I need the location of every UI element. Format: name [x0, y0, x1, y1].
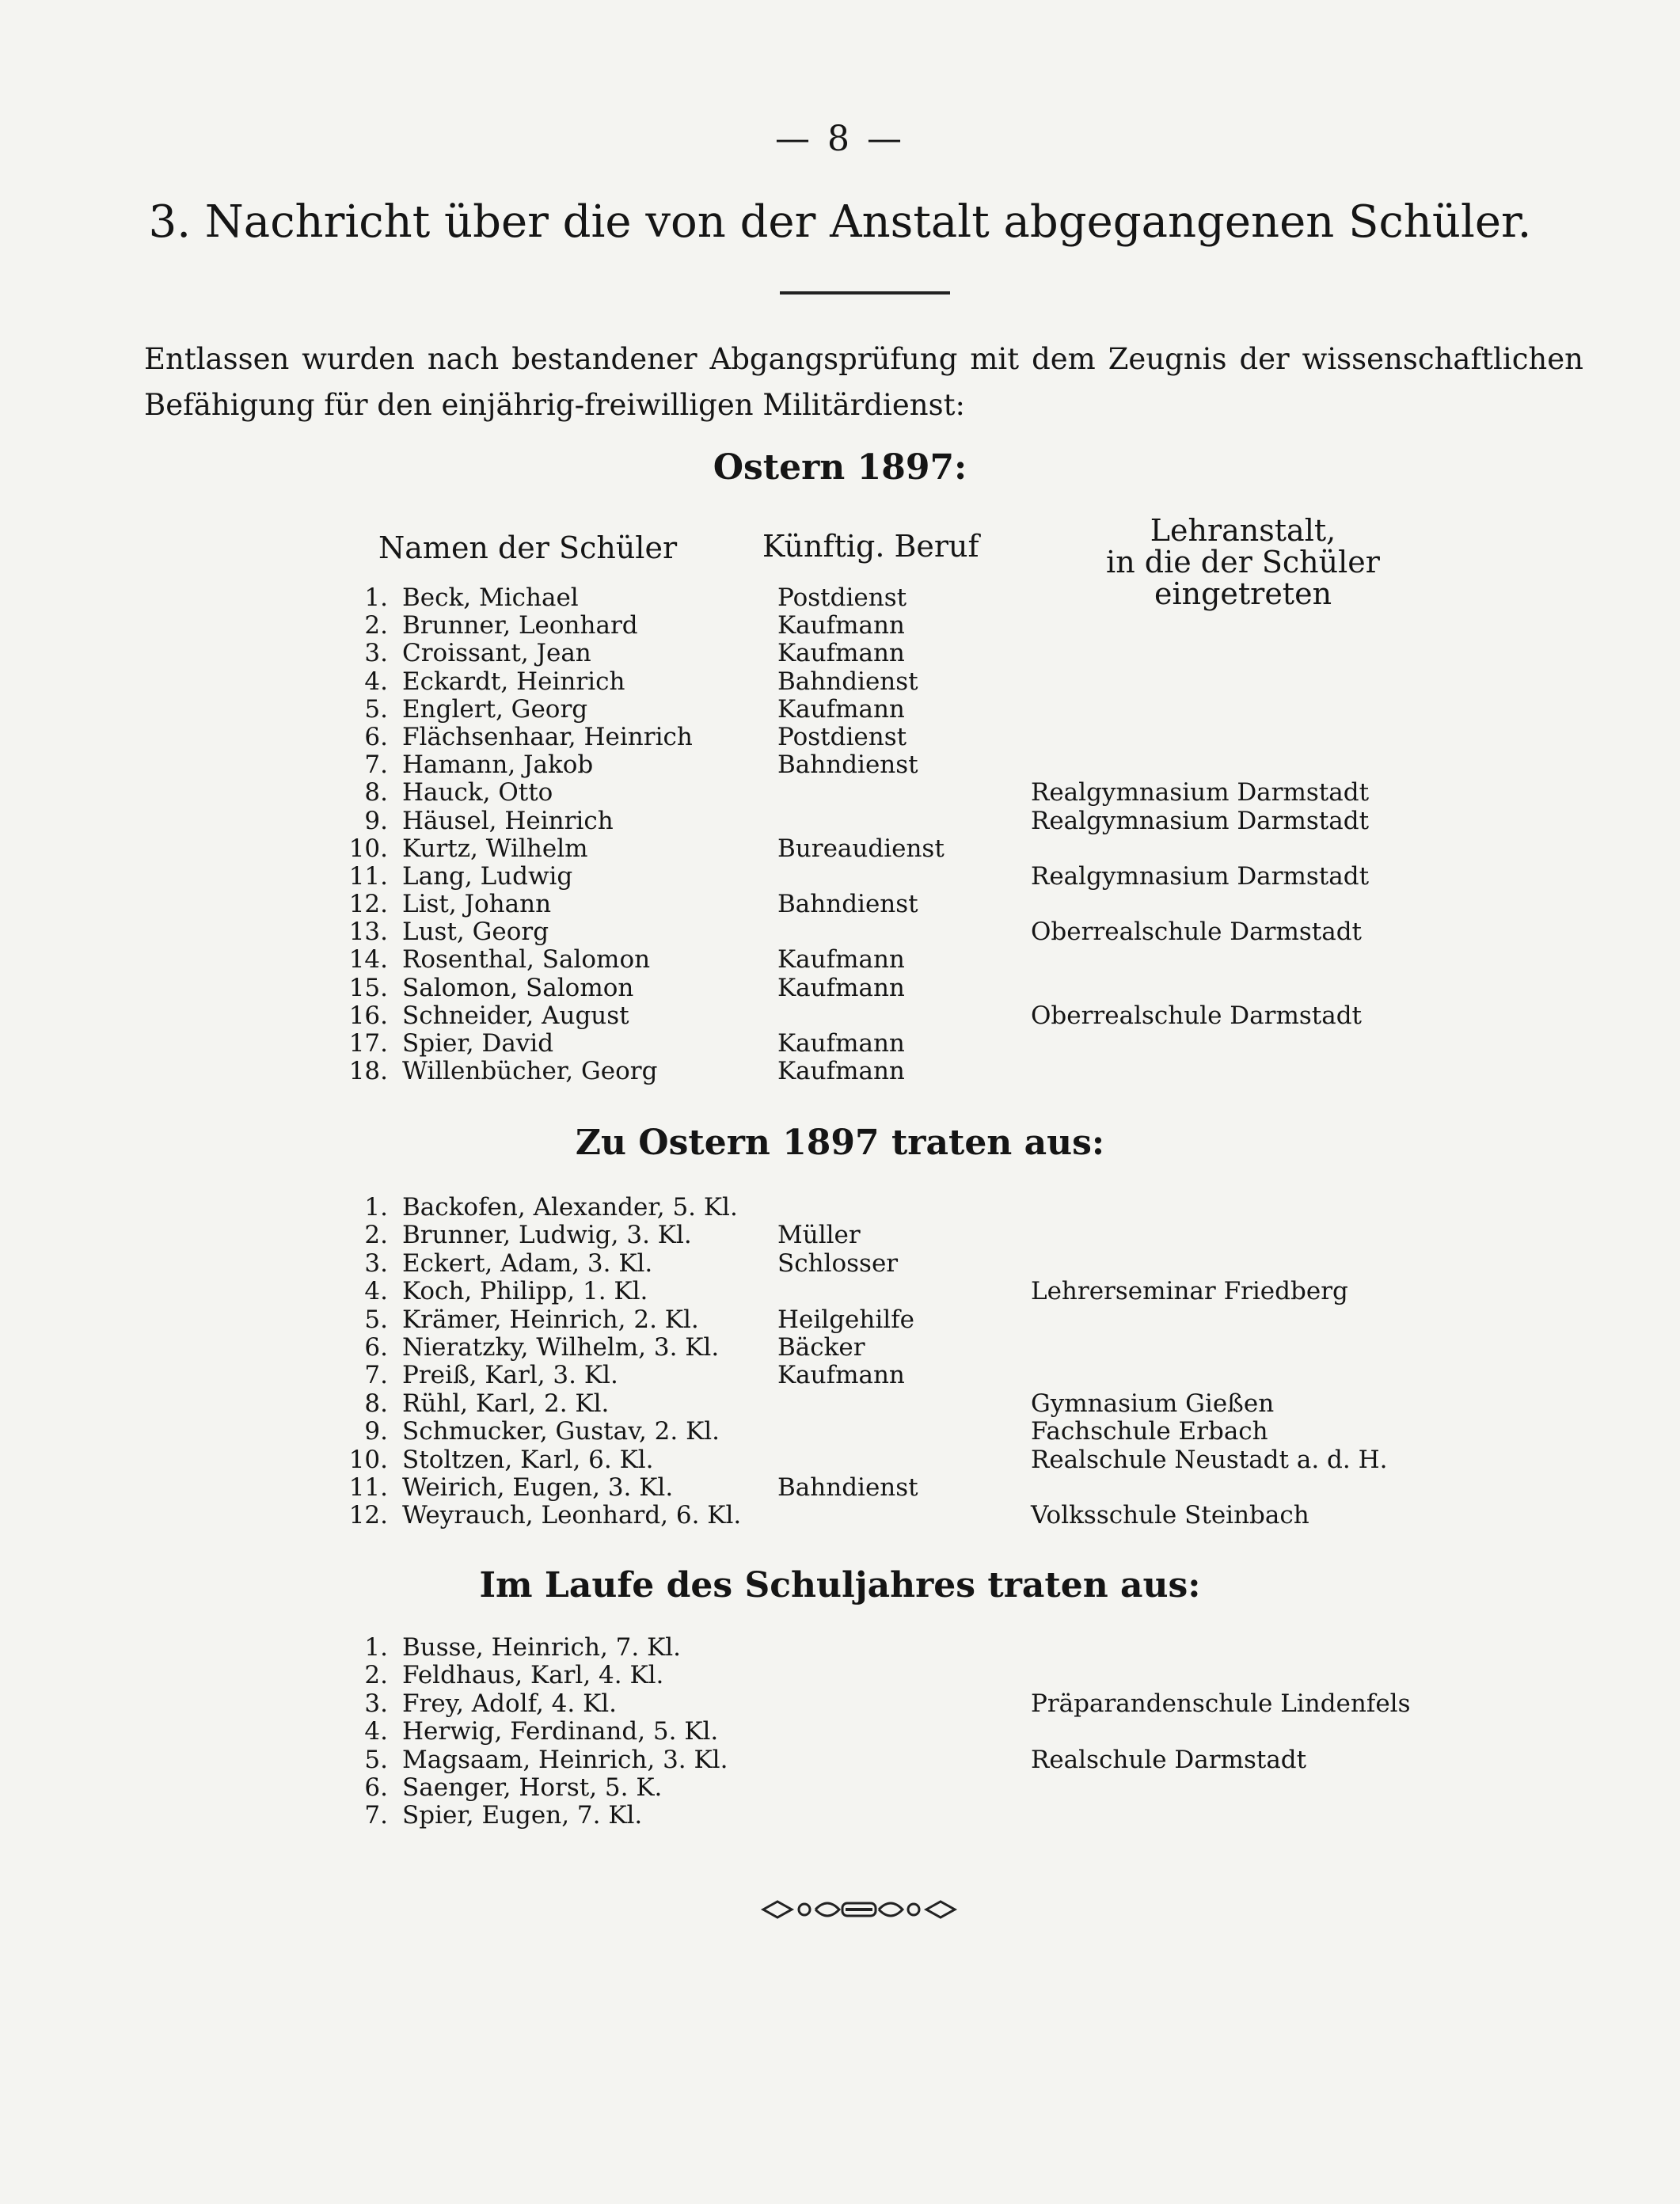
institution: Realgymnasium Darmstadt	[1031, 806, 1370, 835]
table-row	[0, 1058, 1680, 1085]
column-header-lehranstalt-line-2: in die der Schüler eingetreten	[1106, 545, 1380, 611]
row-number: 7.	[364, 1801, 388, 1830]
row-number: 9.	[364, 1417, 388, 1446]
table-row	[0, 1390, 1680, 1418]
table-row	[0, 1222, 1680, 1249]
student-name: Feldhaus, Karl, 4. Kl.	[402, 1661, 664, 1690]
row-number: 3.	[364, 1689, 388, 1718]
column-header-lehranstalt-line-1: Lehranstalt,	[1150, 513, 1336, 548]
table-row	[0, 1250, 1680, 1278]
section-heading-ostern: Ostern 1897:	[713, 447, 967, 488]
future-profession: Kaufmann	[777, 1057, 905, 1086]
table-row	[0, 1474, 1680, 1502]
table-row	[0, 779, 1680, 807]
student-name: List, Johann	[402, 890, 552, 919]
table-row	[0, 975, 1680, 1002]
student-name: Stoltzen, Karl, 6. Kl.	[402, 1445, 654, 1474]
left-at-easter-list	[0, 1194, 1680, 1530]
table-row	[0, 1418, 1680, 1446]
student-name: Saenger, Horst, 5. K.	[402, 1773, 663, 1802]
student-name: Rosenthal, Salomon	[402, 945, 651, 975]
page-title: 3. Nachricht über die von der Anstalt abgegangenen Schüler.	[148, 196, 1532, 248]
future-profession: Bäcker	[777, 1332, 865, 1362]
table-row	[0, 1774, 1680, 1802]
column-header-beruf: Künftig. Beruf	[762, 529, 979, 564]
row-number: 2.	[364, 1661, 388, 1690]
future-profession: Postdienst	[777, 722, 907, 751]
intro-paragraph	[144, 336, 1583, 428]
future-profession: Bureaudienst	[777, 834, 945, 863]
table-row	[0, 891, 1680, 918]
row-number: 10.	[348, 834, 388, 863]
row-number: 3.	[364, 1248, 388, 1278]
student-name: Spier, Eugen, 7. Kl.	[402, 1801, 643, 1830]
student-name: Eckardt, Heinrich	[402, 667, 625, 696]
left-during-year-list	[0, 1634, 1680, 1830]
row-number: 13.	[348, 918, 388, 947]
table-row	[0, 724, 1680, 751]
future-profession: Heilgehilfe	[777, 1305, 915, 1334]
row-number: 12.	[348, 890, 388, 919]
table-row	[0, 612, 1680, 640]
row-number: 5.	[364, 1745, 388, 1774]
row-number: 5.	[364, 694, 388, 724]
student-name: Busse, Heinrich, 7. Kl.	[402, 1633, 682, 1662]
row-number: 16.	[348, 1001, 388, 1030]
future-profession: Bahndienst	[777, 667, 918, 696]
table-row	[0, 668, 1680, 696]
student-name: Backofen, Alexander, 5. Kl.	[402, 1193, 738, 1222]
row-number: 17.	[348, 1029, 388, 1058]
table-row	[0, 863, 1680, 891]
student-name: Lust, Georg	[402, 918, 549, 947]
student-name: Englert, Georg	[402, 694, 588, 724]
institution: Gymnasium Gießen	[1031, 1389, 1275, 1418]
student-name: Magsaam, Heinrich, 3. Kl.	[402, 1745, 728, 1774]
row-number: 5.	[364, 1305, 388, 1334]
institution: Realgymnasium Darmstadt	[1031, 778, 1370, 808]
student-name: Lang, Ludwig	[402, 861, 573, 891]
table-row	[0, 1362, 1680, 1389]
student-name: Willenbücher, Georg	[402, 1057, 658, 1086]
row-number: 18.	[348, 1057, 388, 1086]
institution: Oberrealschule Darmstadt	[1031, 1001, 1363, 1030]
future-profession: Kaufmann	[777, 1029, 905, 1058]
row-number: 6.	[364, 1773, 388, 1802]
table-row	[0, 1306, 1680, 1334]
row-number: 4.	[364, 667, 388, 696]
row-number: 6.	[364, 1332, 388, 1362]
future-profession: Kaufmann	[777, 639, 905, 668]
institution: Volksschule Steinbach	[1031, 1501, 1309, 1530]
row-number: 14.	[348, 945, 388, 975]
table-row	[0, 946, 1680, 974]
ornament-icon	[760, 1892, 958, 1927]
row-number: 10.	[348, 1445, 388, 1474]
institution: Präparandenschule Lindenfels	[1031, 1689, 1411, 1718]
row-number: 1.	[364, 1193, 388, 1222]
row-number: 8.	[364, 778, 388, 808]
future-profession: Kaufmann	[777, 945, 905, 975]
table-row	[0, 1634, 1680, 1662]
student-name: Koch, Philipp, 1. Kl.	[402, 1277, 648, 1306]
student-name: Weirich, Eugen, 3. Kl.	[402, 1472, 674, 1502]
row-number: 7.	[364, 750, 388, 780]
table-row	[0, 1194, 1680, 1222]
row-number: 9.	[364, 806, 388, 835]
row-number: 7.	[364, 1361, 388, 1390]
table-row	[0, 751, 1680, 779]
student-name: Kurtz, Wilhelm	[402, 834, 588, 863]
student-name: Rühl, Karl, 2. Kl.	[402, 1389, 610, 1418]
intro-line-2: Befähigung für den einjährig-freiwilligen Militärdienst:	[144, 388, 965, 422]
future-profession: Kaufmann	[777, 973, 905, 1002]
table-row	[0, 1334, 1680, 1362]
row-number: 2.	[364, 1221, 388, 1250]
student-name: Häusel, Heinrich	[402, 806, 614, 835]
row-number: 4.	[364, 1717, 388, 1746]
row-number: 1.	[364, 1633, 388, 1662]
section-heading-left-at-easter: Zu Ostern 1897 traten aus:	[575, 1123, 1105, 1163]
row-number: 4.	[364, 1277, 388, 1306]
row-number: 11.	[348, 861, 388, 891]
institution: Oberrealschule Darmstadt	[1031, 918, 1363, 947]
student-name: Beck, Michael	[402, 583, 579, 612]
table-row	[0, 1502, 1680, 1530]
row-number: 8.	[364, 1389, 388, 1418]
page-number: — 8 —	[775, 119, 905, 159]
student-name: Brunner, Leonhard	[402, 611, 638, 640]
future-profession: Bahndienst	[777, 1472, 918, 1502]
student-name: Salomon, Salomon	[402, 973, 634, 1002]
institution: Lehrerseminar Friedberg	[1031, 1277, 1348, 1306]
student-name: Hamann, Jakob	[402, 750, 594, 780]
student-name: Herwig, Ferdinand, 5. Kl.	[402, 1717, 719, 1746]
future-profession: Kaufmann	[777, 694, 905, 724]
row-number: 6.	[364, 722, 388, 751]
table-row	[0, 584, 1680, 612]
table-row	[0, 1802, 1680, 1830]
institution: Fachschule Erbach	[1031, 1417, 1268, 1446]
row-number: 15.	[348, 973, 388, 1002]
row-number: 3.	[364, 639, 388, 668]
student-name: Croissant, Jean	[402, 639, 591, 668]
table-row	[0, 1030, 1680, 1058]
section-heading-left-during-year: Im Laufe des Schuljahres traten aus:	[479, 1565, 1201, 1606]
student-name: Preiß, Karl, 3. Kl.	[402, 1361, 618, 1390]
future-profession: Bahndienst	[777, 890, 918, 919]
student-name: Hauck, Otto	[402, 778, 553, 808]
table-row	[0, 918, 1680, 946]
row-number: 11.	[348, 1472, 388, 1502]
row-number: 1.	[364, 583, 388, 612]
table-row	[0, 835, 1680, 863]
future-profession: Postdienst	[777, 583, 907, 612]
student-name: Eckert, Adam, 3. Kl.	[402, 1248, 653, 1278]
table-row	[0, 1718, 1680, 1746]
student-name: Weyrauch, Leonhard, 6. Kl.	[402, 1501, 742, 1530]
table-row	[0, 1278, 1680, 1305]
column-header-names: Namen der Schüler	[378, 530, 678, 565]
future-profession: Müller	[777, 1221, 861, 1250]
row-number: 12.	[348, 1501, 388, 1530]
student-name: Flächsenhaar, Heinrich	[402, 722, 693, 751]
student-name: Schmucker, Gustav, 2. Kl.	[402, 1417, 720, 1446]
institution: Realschule Neustadt a. d. H.	[1031, 1445, 1388, 1474]
future-profession: Bahndienst	[777, 750, 918, 780]
student-name: Frey, Adolf, 4. Kl.	[402, 1689, 618, 1718]
student-name: Schneider, August	[402, 1001, 629, 1030]
graduates-list	[0, 584, 1680, 1085]
student-name: Nieratzky, Wilhelm, 3. Kl.	[402, 1332, 720, 1362]
row-number: 2.	[364, 611, 388, 640]
institution: Realschule Darmstadt	[1031, 1745, 1307, 1774]
table-row	[0, 1746, 1680, 1774]
title-divider	[780, 291, 950, 294]
intro-line-1: Entlassen wurden nach bestandener Abgangsprüfung mit dem Zeugnis der wissenschaftlichen	[144, 342, 1583, 376]
table-row	[0, 1662, 1680, 1689]
institution: Realgymnasium Darmstadt	[1031, 861, 1370, 891]
table-row	[0, 1002, 1680, 1030]
table-row	[0, 1446, 1680, 1474]
student-name: Krämer, Heinrich, 2. Kl.	[402, 1305, 699, 1334]
future-profession: Schlosser	[777, 1248, 899, 1278]
student-name: Brunner, Ludwig, 3. Kl.	[402, 1221, 692, 1250]
student-name: Spier, David	[402, 1029, 554, 1058]
table-row	[0, 1690, 1680, 1718]
future-profession: Kaufmann	[777, 1361, 905, 1390]
table-row	[0, 808, 1680, 835]
table-row	[0, 640, 1680, 667]
table-row	[0, 696, 1680, 724]
future-profession: Kaufmann	[777, 611, 905, 640]
